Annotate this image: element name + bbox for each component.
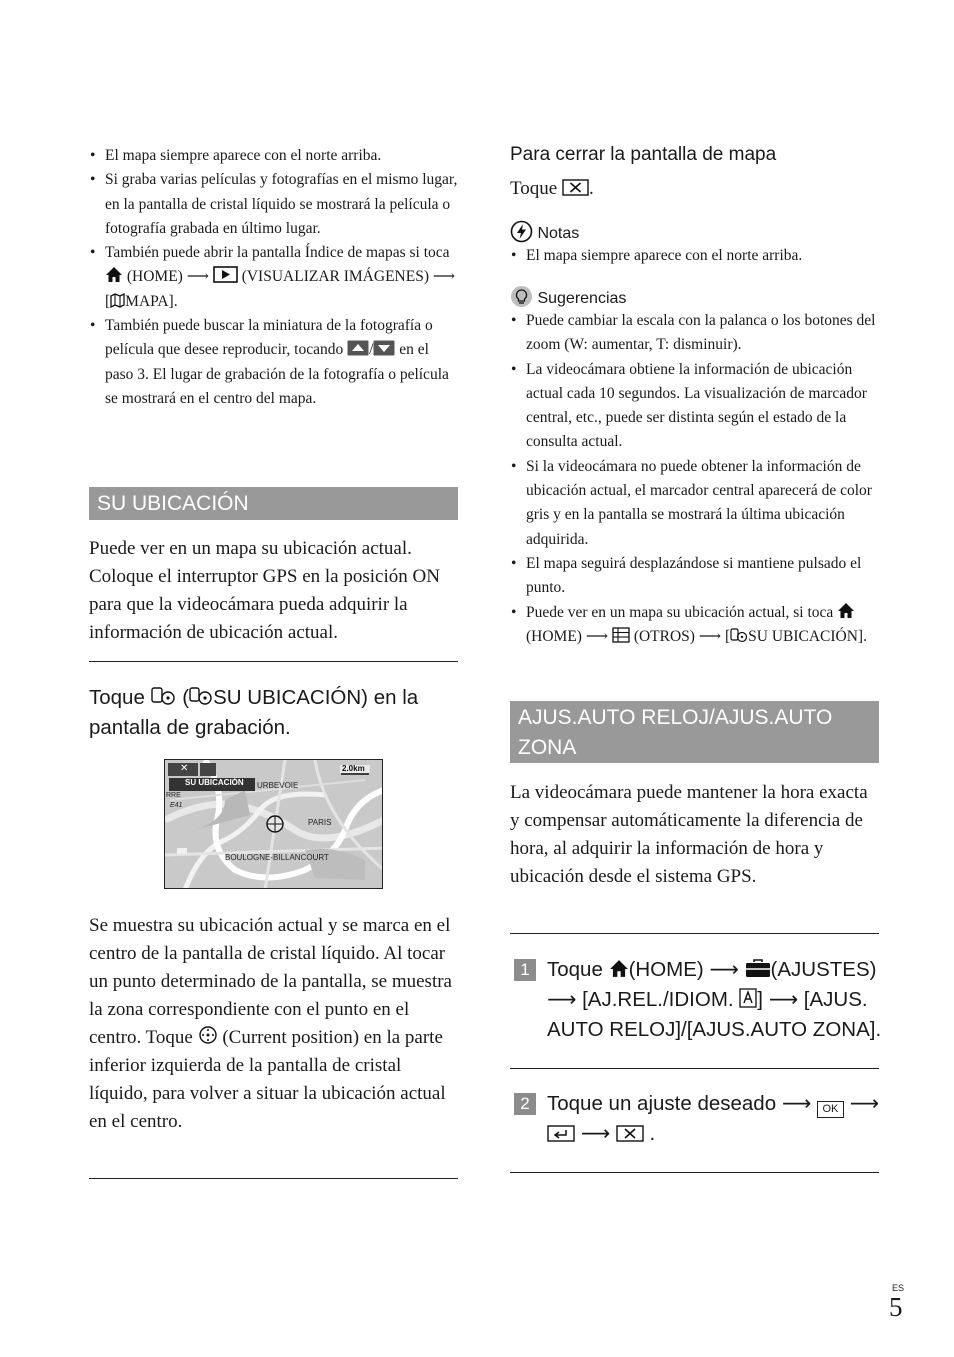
step-text: Toque un ajuste deseado <box>547 1092 777 1115</box>
playback-icon <box>213 266 238 283</box>
bullet-text: / <box>369 341 374 359</box>
list-item <box>510 552 880 601</box>
bullet-text: La videocámara obtiene la información de ubicación actual cada 10 segundos. La visualización de marcador central, etc., puede ser distinta según el estado de la consulta actual. <box>526 360 867 451</box>
arrow-right-icon: ⟶ <box>580 1122 611 1145</box>
others-icon <box>612 627 630 643</box>
arrow-down-button-icon <box>373 340 395 356</box>
bullet-text: [ <box>724 627 731 645</box>
su-ubicacion-body <box>89 912 461 1136</box>
list-item <box>89 241 459 314</box>
arrow-right-icon: ⟶ <box>781 1092 812 1115</box>
body-text: Toque <box>510 178 558 199</box>
instruction-text: Toque <box>89 686 145 709</box>
bullet-text: Puede cambiar la escala con la palanca o los botones del zoom (W: aumentar, T: disminuir). <box>526 312 876 354</box>
bullet-text: El mapa siempre aparece con el norte arriba. <box>526 247 803 264</box>
map-su-ubicacion-label: SU UBICACIÓN <box>185 778 244 787</box>
map-place-label: E41 <box>170 802 183 809</box>
instruction-text: SU UBICACIÓN) en la pantalla de grabación. <box>89 686 419 739</box>
ok-label: OK <box>822 1103 839 1115</box>
list-item <box>89 144 459 168</box>
divider <box>89 661 458 662</box>
bullet-text: Si graba varias películas y fotografías en el mismo lugar, en la pantalla de cristal líquido se mostrará la película o fotografía grabada en último lugar. <box>105 171 458 237</box>
current-position-icon <box>198 1025 218 1045</box>
my-location-icon <box>151 686 177 706</box>
bullet-text: SU UBICACIÓN]. <box>748 627 867 645</box>
su-ubicacion-instruction <box>89 683 461 743</box>
notas-list <box>510 244 880 268</box>
body-text: Se muestra su ubicación actual y se marca en el centro de la pantalla de cristal líquido. Al tocar un punto determinado de la pantalla, se muestra la zona correspondiente con el punto en el centro. Toque <box>89 915 452 1048</box>
notes-icon <box>510 220 533 243</box>
arrow-up-button-icon <box>347 340 369 356</box>
bullet-text: También puede abrir la pantalla Índice de mapas si toca <box>105 244 450 262</box>
step-text: Toque <box>547 958 603 981</box>
bullet-text: (OTROS) <box>633 627 695 645</box>
home-icon <box>837 602 855 619</box>
map-place-label: PARIS <box>308 818 332 827</box>
notas-heading <box>510 220 880 243</box>
close-icon <box>562 179 589 196</box>
home-icon <box>609 959 629 978</box>
ok-button-icon <box>817 1101 844 1118</box>
map-screenshot <box>164 759 383 889</box>
map-place-label: RRE <box>166 792 181 799</box>
sugerencias-list <box>510 309 880 649</box>
arrow-right-icon: ⟶ <box>709 958 739 981</box>
my-location-icon <box>730 628 748 643</box>
bullet-text: Puede ver en un mapa su ubicación actual, si toca <box>526 603 834 621</box>
section-heading-text: SU UBICACIÓN <box>97 492 249 515</box>
step-text: ] <box>757 988 763 1011</box>
divider <box>510 933 879 934</box>
bullet-text: El mapa seguirá desplazándose si mantiene pulsado el punto. <box>526 554 862 597</box>
list-item <box>510 601 880 650</box>
map-icon <box>110 293 125 308</box>
left-bullet-list <box>89 144 459 411</box>
bullet-text: El mapa siempre aparece con el norte arriba. <box>105 147 382 164</box>
step-text: [AJ.REL./IDIOM. <box>582 988 734 1011</box>
bullet-text: Si la videocámara no puede obtener la información de ubicación actual, el marcador central aparecerá de color gris y en la pantalla se mostrará la última ubicación adquirida. <box>526 457 872 548</box>
section-heading-ajus-auto <box>510 701 879 763</box>
arrow-right-icon: ⟶ <box>186 268 209 286</box>
list-item <box>510 358 880 455</box>
step-text: (AJUSTES) <box>770 958 877 981</box>
sugerencias-heading-text: Sugerencias <box>537 290 627 307</box>
close-map-heading: Para cerrar la pantalla de mapa <box>510 144 777 165</box>
page-number: 5 <box>889 1292 903 1322</box>
list-item <box>89 314 459 411</box>
section-heading-text: AJUS.AUTO RELOJ/AJUS.AUTO ZONA <box>518 706 833 759</box>
map-close-button: ✕ <box>180 763 189 774</box>
list-item <box>89 168 459 241</box>
step-1-instruction <box>547 955 882 1045</box>
divider <box>89 1178 458 1179</box>
bullet-text: (HOME) <box>126 268 183 286</box>
step-number: 1 <box>514 959 536 981</box>
bullet-text: en el paso 3. El lugar de grabación de la fotografía o película se mostrará en el centro del mapa. <box>105 341 449 407</box>
my-location-icon <box>189 686 213 706</box>
arrow-right-icon: ⟶ <box>547 988 577 1011</box>
sugerencias-heading <box>510 285 880 308</box>
close-map-text: Toque . <box>510 178 594 199</box>
step-text: (HOME) <box>628 958 704 981</box>
section-heading-su-ubicacion <box>89 487 458 520</box>
arrow-right-icon: ⟶ <box>585 627 609 645</box>
list-item <box>510 455 880 552</box>
list-item <box>510 244 880 268</box>
bullet-text: [ <box>105 292 111 310</box>
home-icon <box>105 266 123 283</box>
notas-heading-text: Notas <box>537 225 580 242</box>
language-setting-icon <box>739 988 757 1008</box>
arrow-right-icon: ⟶ <box>432 268 456 286</box>
return-icon <box>547 1125 575 1142</box>
map-place-label: URBEVOIE <box>257 781 299 790</box>
bullet-text: MAPA]. <box>125 292 178 310</box>
divider <box>510 1172 879 1173</box>
step-text: . <box>649 1122 656 1145</box>
tips-icon <box>510 285 533 308</box>
su-ubicacion-intro: Puede ver en un mapa su ubicación actual. Coloque el interruptor GPS en la posición ON para que la videocámara pueda adquirir la información de ubicación actual. <box>89 538 440 643</box>
list-item <box>510 309 880 358</box>
step-number: 2 <box>514 1093 536 1115</box>
instruction-text: ( <box>182 686 190 709</box>
arrow-right-icon: ⟶ <box>849 1092 879 1115</box>
arrow-right-icon: ⟶ <box>768 988 799 1011</box>
map-place-label: BOULOGNE-BILLANCOURT <box>225 853 329 862</box>
page-language: ES <box>892 1283 905 1293</box>
ajus-auto-intro: La videocámara puede mantener la hora exacta y compensar automáticamente la diferencia de hora, al adquirir la información de hora y ubicación desde el sistema GPS. <box>510 782 868 887</box>
close-icon <box>616 1125 644 1142</box>
bullet-text: (VISUALIZAR IMÁGENES) <box>241 268 429 286</box>
settings-toolbox-icon <box>745 959 771 978</box>
arrow-right-icon: ⟶ <box>698 627 722 645</box>
body-text: (Current position) en la parte inferior izquierda de la pantalla de cristal líquido, para volver a situar la ubicación actual en el centro. <box>89 1027 446 1132</box>
step-text: [AJUS. AUTO RELOJ]/[AJUS.AUTO ZONA]. <box>547 988 882 1041</box>
step-2-instruction <box>547 1089 882 1149</box>
divider <box>510 1068 879 1069</box>
bullet-text: (HOME) <box>526 627 582 645</box>
map-scale-label: 2.0km <box>342 764 365 773</box>
bullet-text: También puede buscar la miniatura de la fotografía o película que desee reproducir, tocando <box>105 317 433 359</box>
